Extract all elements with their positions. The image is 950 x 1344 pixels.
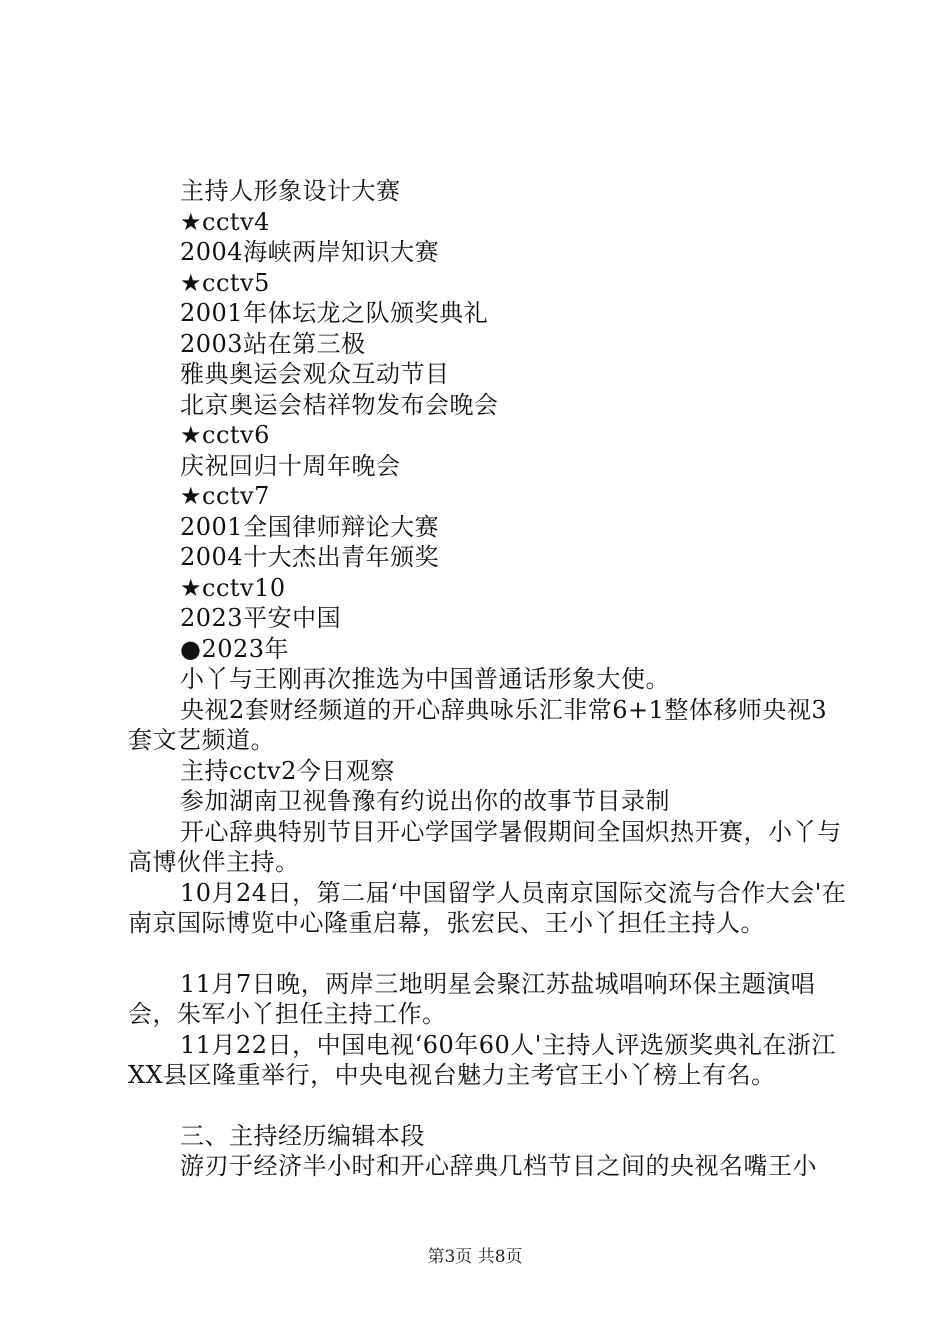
text-line: 2003站在第三极: [180, 329, 366, 358]
section-heading: 三、主持经历编辑本段: [180, 1121, 425, 1150]
page-footer: 第3页 共8页: [427, 1247, 523, 1267]
blank-line: [180, 1091, 840, 1121]
channel-heading-cctv10: ★cctv10: [180, 573, 286, 602]
blank-line: [180, 939, 840, 969]
paragraph: 11月7日晚，两岸三地明星会聚江苏盐城唱响环保主题演唱会，朱军小丫担任主持工作。: [128, 969, 816, 1028]
text-line: 游刃于经济半小时和开心辞典几档节目之间的央视名嘴王小: [180, 1152, 817, 1180]
text-line: 2004十大杰出青年颁奖: [180, 543, 440, 571]
text-line: 北京奥运会桔祥物发布会晚会: [180, 390, 499, 419]
year-heading: ●2023年: [180, 634, 290, 663]
paragraph: 10月24日，第二届‘中国留学人员南京国际交流与合作大会'在南京国际博览中心隆重启幕，张宏民、王小丫担任主持人。: [128, 878, 847, 937]
text-line: 庆祝回归十周年晚会: [180, 451, 401, 480]
document-body: [128, 176, 847, 1182]
text-line: 小丫与王刚再次推选为中国普通话形象大使。: [180, 665, 670, 693]
text-line: 雅典奥运会观众互动节目: [180, 360, 450, 388]
paragraph: 央视2套财经频道的开心辞典咏乐汇非常6+1整体移师央视3套文艺频道。: [128, 695, 828, 754]
text-line: 2001全国律师辩论大赛: [180, 512, 440, 541]
channel-heading-cctv5: ★cctv5: [180, 268, 270, 297]
channel-heading-cctv6: ★cctv6: [180, 421, 270, 449]
paragraph: 开心辞典特别节目开心学国学暑假期间全国炽热开赛，小丫与高博伙伴主持。: [128, 817, 842, 876]
text-line: 2001年体坛龙之队颁奖典礼: [180, 299, 489, 327]
text-line: 主持cctv2今日观察: [180, 756, 395, 785]
channel-heading-cctv7: ★cctv7: [180, 482, 270, 510]
text-line: 主持人形象设计大赛: [180, 177, 401, 205]
text-line: 参加湖南卫视鲁豫有约说出你的故事节目录制: [180, 787, 670, 815]
paragraph: 11月22日，中国电视‘60年60人'主持人评选颁奖典礼在浙江XX县区隆重举行，中央电视台魅力主考官王小丫榜上有名。: [128, 1030, 836, 1089]
channel-heading-cctv4: ★cctv4: [180, 207, 270, 236]
text-line: 2004海峡两岸知识大赛: [180, 238, 440, 266]
text-line: 2023平安中国: [180, 604, 342, 632]
